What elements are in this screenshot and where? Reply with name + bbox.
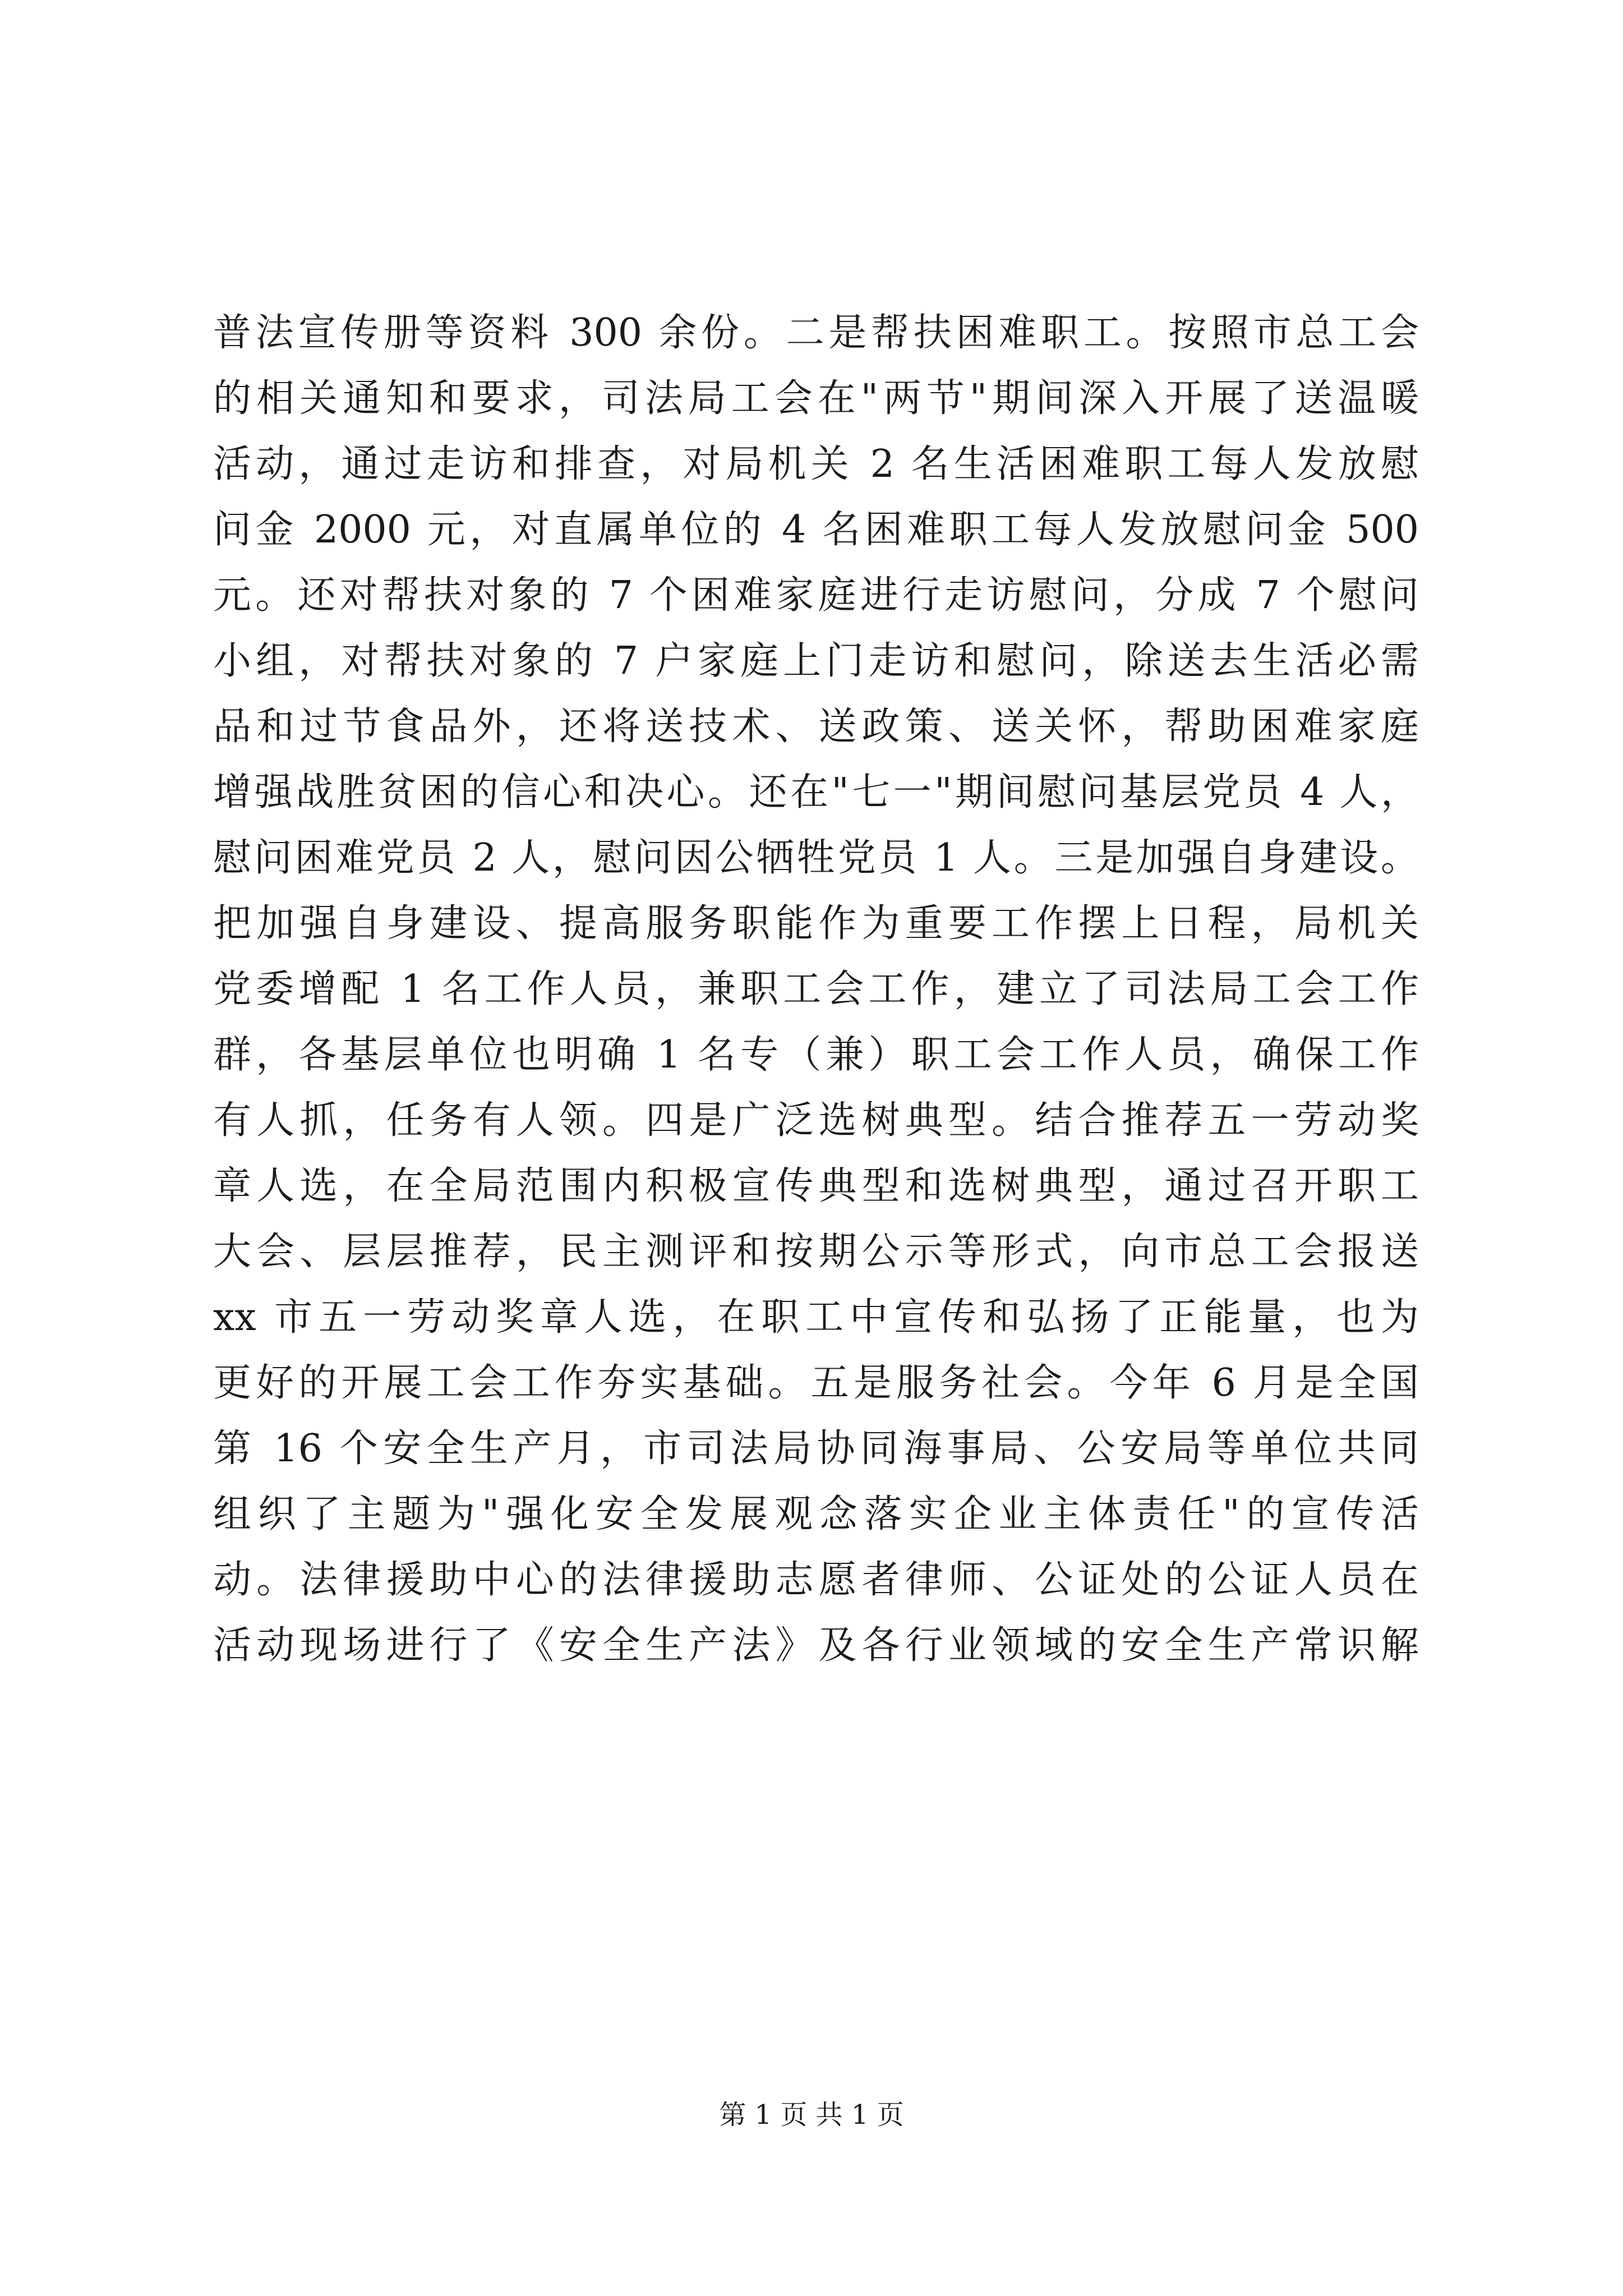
body-text: [213, 300, 1419, 1678]
text-line: 有人抓，任务有人领。四是广泛选树典型。结合推荐五一劳动奖: [213, 1098, 1419, 1143]
text-line: 元。还对帮扶对象的 7 个困难家庭进行走访慰问，分成 7 个慰问: [213, 573, 1419, 618]
text-line: 把加强自身建设、提高服务职能作为重要工作摆上日程，局机关: [213, 901, 1419, 946]
text-line: 组织了主题为"强化安全发展观念落实企业主体责任"的宣传活: [213, 1492, 1419, 1536]
text-line: 问金 2000 元，对直属单位的 4 名困难职工每人发放慰问金 500: [213, 508, 1419, 552]
text-line: 的相关通知和要求，司法局工会在"两节"期间深入开展了送温暖: [213, 376, 1419, 421]
text-line: 活动现场进行了《安全生产法》及各行业领域的安全生产常识解: [213, 1623, 1419, 1668]
text-line: 增强战胜贫困的信心和决心。还在"七一"期间慰问基层党员 4 人，: [213, 770, 1419, 815]
text-line: 慰问困难党员 2 人，慰问因公牺牲党员 1 人。三是加强自身建设。: [213, 836, 1419, 880]
text-line: 更好的开展工会工作夯实基础。五是服务社会。今年 6 月是全国: [213, 1361, 1419, 1405]
text-line: 章人选，在全局范围内积极宣传典型和选树典型，通过召开职工: [213, 1164, 1419, 1208]
text-line: 群，各基层单位也明确 1 名专（兼）职工会工作人员，确保工作: [213, 1033, 1419, 1077]
text-line: xx 市五一劳动奖章人选，在职工中宣传和弘扬了正能量，也为: [213, 1295, 1419, 1340]
text-line: 第 16 个安全生产月，市司法局协同海事局、公安局等单位共同: [213, 1427, 1419, 1471]
text-line: 小组，对帮扶对象的 7 户家庭上门走访和慰问，除送去生活必需: [213, 639, 1419, 683]
text-line: 动。法律援助中心的法律援助志愿者律师、公证处的公证人员在: [213, 1558, 1419, 1602]
page-footer: 第 1 页 共 1 页: [719, 2099, 904, 2131]
text-line: 普法宣传册等资料 300 余份。二是帮扶困难职工。按照市总工会: [213, 311, 1419, 355]
text-line: 大会、层层推荐，民主测评和按期公示等形式，向市总工会报送: [213, 1230, 1419, 1274]
text-line: 品和过节食品外，还将送技术、送政策、送关怀，帮助困难家庭: [213, 705, 1419, 749]
text-line: 活动，通过走访和排查，对局机关 2 名生活困难职工每人发放慰: [213, 442, 1419, 486]
text-line: 党委增配 1 名工作人员，兼职工会工作，建立了司法局工会工作: [213, 967, 1419, 1011]
